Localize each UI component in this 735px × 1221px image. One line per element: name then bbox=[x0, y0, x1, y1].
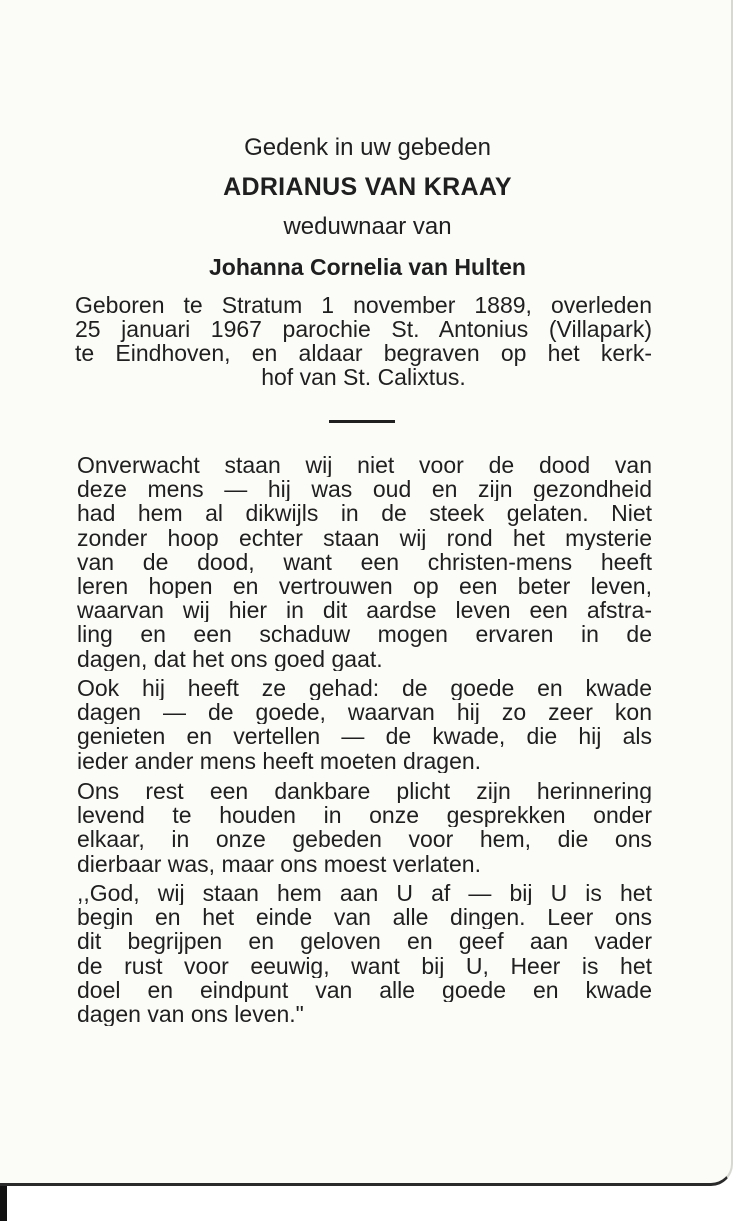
text-line: dit begrijpen en geloven en geef aan vader bbox=[77, 929, 652, 954]
text-line: dagen van ons leven." bbox=[77, 1002, 304, 1027]
text-line: genieten en vertellen — de kwade, die hij als bbox=[77, 724, 652, 749]
text-line: dagen — de goede, waarvan hij zo zeer kon bbox=[77, 700, 652, 725]
text-line: dagen, dat het ons goed gaat. bbox=[77, 646, 383, 671]
text-line: Onverwacht staan wij niet voor de dood van bbox=[77, 453, 652, 478]
text-line: elkaar, in onze gebeden voor hem, die ons bbox=[77, 827, 652, 852]
paragraph-4 bbox=[77, 881, 652, 1026]
text-line: dierbaar was, maar ons moest verlaten. bbox=[77, 851, 481, 876]
text-line: had hem al dikwijls in de steek gelaten. Niet bbox=[77, 501, 652, 526]
text-line: doel en eindpunt van alle goede en kwade bbox=[77, 977, 652, 1003]
birth-line: Geboren te Stratum 1 november 1889, overleden bbox=[75, 292, 652, 318]
text-line: leren hopen en vertrouwen op een beter leven, bbox=[77, 574, 652, 599]
text-line: waarvan wij hier in dit aardse leven een afstra- bbox=[77, 598, 652, 623]
text-line: begin en het einde van alle dingen. Leer ons bbox=[77, 905, 652, 930]
text-line: ling en een schaduw mogen ervaren in de bbox=[77, 622, 652, 647]
birth-line: 25 januari 1967 parochie St. Antonius (Villapark) bbox=[75, 316, 652, 342]
paragraph-3 bbox=[77, 779, 652, 876]
divider-rule bbox=[329, 420, 395, 423]
text-line: deze mens — hij was oud en zijn gezondheid bbox=[77, 477, 652, 502]
text-line: ,,God, wij staan hem aan U af — bij U is het bbox=[77, 881, 652, 906]
paragraph-1 bbox=[77, 453, 652, 671]
paragraph-2 bbox=[77, 676, 652, 773]
text-line: Ook hij heeft ze gehad: de goede en kwade bbox=[77, 676, 652, 701]
relation-line: weduwnaar van bbox=[283, 213, 452, 240]
text-line: zonder hoop echter staan wij rond het mysterie bbox=[77, 525, 652, 550]
text-line: Ons rest een dankbare plicht zijn herinnering bbox=[77, 779, 652, 804]
birth-line: hof van St. Calixtus. bbox=[261, 364, 466, 390]
deceased-name: ADRIANUS VAN KRAAY bbox=[223, 173, 512, 201]
scan-edge bbox=[0, 1186, 7, 1221]
intro-line: Gedenk in uw gebeden bbox=[244, 134, 491, 161]
spouse-name: Johanna Cornelia van Hulten bbox=[209, 254, 526, 280]
birth-death-block bbox=[75, 293, 652, 389]
text-line: van de dood, want een christen-mens heeft bbox=[77, 549, 652, 575]
text-line: de rust voor eeuwig, want bij U, Heer is het bbox=[77, 953, 652, 978]
text-line: ieder ander mens heeft moeten dragen. bbox=[77, 748, 482, 773]
birth-line: te Eindhoven, en aldaar begraven op het kerk- bbox=[75, 340, 652, 366]
text-line: levend te houden in onze gesprekken onder bbox=[77, 803, 652, 828]
